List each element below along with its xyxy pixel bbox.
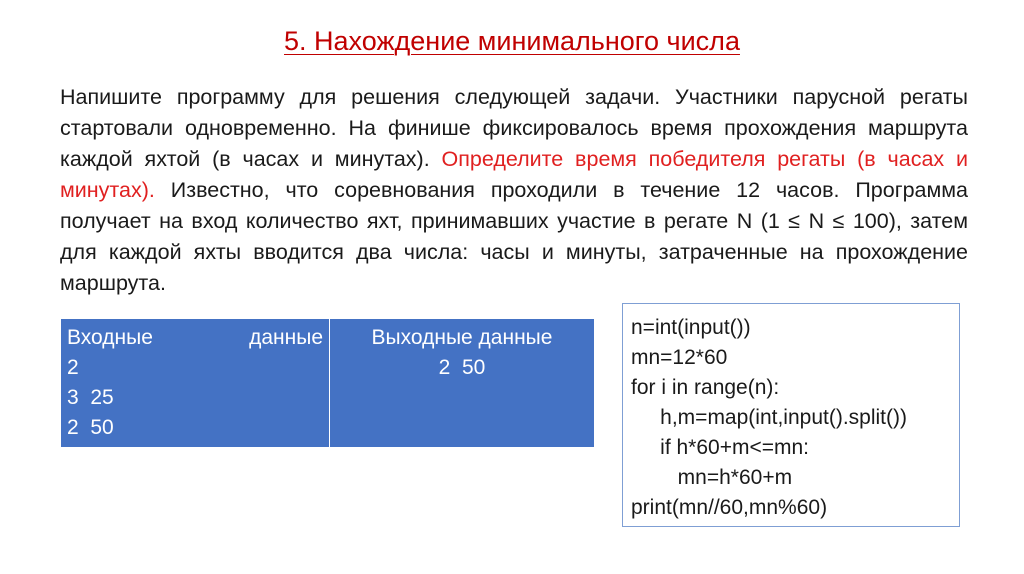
code-line: n=int(input()) — [631, 316, 751, 339]
input-header — [67, 323, 323, 353]
code-listing — [622, 303, 960, 527]
task-description — [60, 82, 968, 299]
input-line: 3 25 — [67, 386, 114, 409]
output-data-cell — [330, 319, 595, 448]
output-header: Выходные данные — [371, 326, 553, 349]
code-line: print(mn//60,mn%60) — [631, 496, 828, 519]
input-header-word1: Входные — [67, 326, 153, 349]
task-highlight: Определите время победителя регаты (в часах и минутах). — [60, 147, 968, 202]
task-text-part2: Известно, что соревнования проходили в течение 12 часов. Программа получает на вход количество яхт, принимавших участие в регате N (1 ≤ N ≤ 100), затем для каждой яхты вводится два числа: часы и минуты, затраченные на прохождение маршрута. — [60, 178, 968, 295]
task-text-part1: Напишите программу для решения следующей задачи. Участники парусной регаты стартовали одновременно. На финише фиксировалось время прохождения маршрута каждой яхтой (в часах и минутах). — [60, 85, 968, 171]
code-line: if h*60+m<=mn: — [631, 436, 810, 459]
code-line: mn=12*60 — [631, 346, 728, 369]
io-example-table — [60, 318, 595, 448]
input-line: 2 — [67, 356, 79, 379]
input-data-cell — [61, 319, 330, 448]
output-line: 2 50 — [438, 356, 486, 379]
code-line: for i in range(n): — [631, 376, 780, 399]
input-header-word2: данные — [249, 326, 323, 349]
code-line: h,m=map(int,input().split()) — [631, 406, 907, 429]
input-line: 2 50 — [67, 416, 114, 439]
slide-title: 5. Нахождение минимального числа — [284, 26, 740, 56]
code-line: mn=h*60+m — [631, 466, 793, 489]
